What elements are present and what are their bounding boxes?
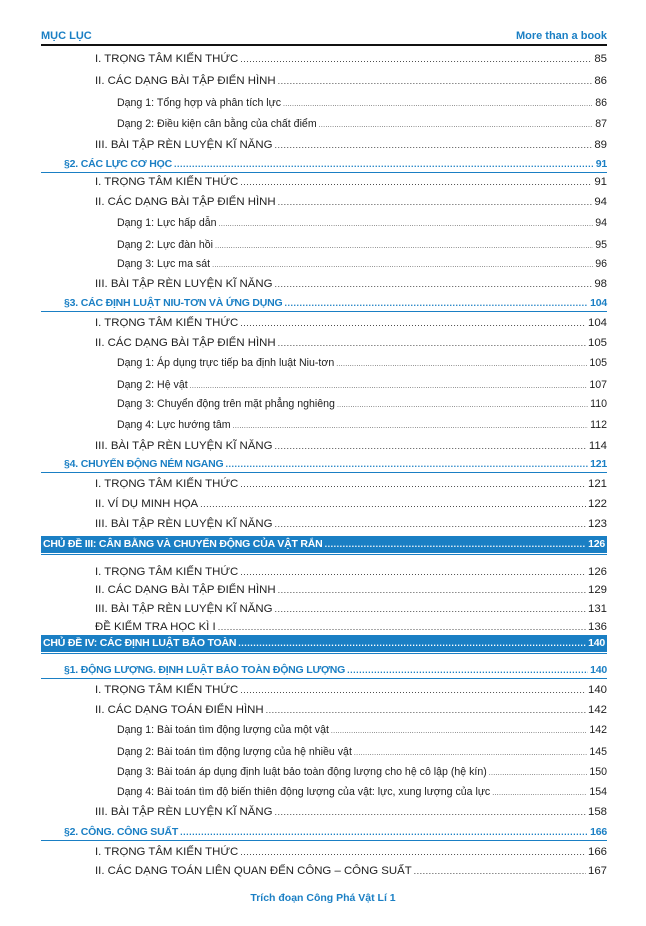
entry-title: I. TRỌNG TÂM KIẾN THỨC	[95, 317, 239, 329]
toc-entry[interactable]	[95, 564, 607, 580]
dot-leader	[240, 564, 586, 580]
page-number: 98	[594, 278, 607, 290]
page-number: 104	[590, 297, 607, 309]
toc-entry[interactable]	[95, 682, 607, 698]
page-number: 158	[587, 806, 607, 818]
page-number: 95	[595, 239, 607, 251]
toc-entry[interactable]	[95, 582, 607, 598]
dot-leader	[414, 863, 586, 879]
entry-title: II. VÍ DỤ MINH HỌA	[95, 498, 199, 510]
dot-leader	[174, 156, 594, 172]
dot-leader	[285, 295, 589, 311]
subtopic-entry[interactable]	[117, 256, 607, 272]
toc-entry[interactable]	[95, 702, 607, 718]
entry-title: §4. CHUYỂN ĐỘNG NÉM NGANG	[64, 458, 224, 470]
page-number: 114	[588, 440, 607, 452]
toc-entry[interactable]	[95, 804, 607, 820]
toc-entry[interactable]	[95, 476, 607, 492]
section-rule	[41, 678, 607, 679]
entry-title: II. CÁC DẠNG BÀI TẬP ĐIỂN HÌNH	[95, 75, 276, 87]
toc-entry[interactable]	[95, 863, 607, 879]
entry-title: Dạng 1: Bài toán tìm động lượng của một vật	[117, 724, 329, 736]
dot-leader	[240, 476, 586, 492]
page-number: 121	[587, 478, 607, 490]
toc-entry[interactable]	[95, 73, 607, 89]
page-number: 126	[588, 538, 605, 550]
dot-leader	[240, 844, 586, 860]
entry-title: Dạng 2: Điều kiện cân bằng của chất điểm	[117, 118, 317, 130]
dot-leader	[238, 635, 586, 652]
section-entry[interactable]	[64, 156, 607, 172]
dot-leader	[180, 824, 588, 840]
entry-title: I. TRỌNG TÂM KIẾN THỨC	[95, 684, 239, 696]
chapter-rule	[41, 653, 607, 654]
page-number: 104	[587, 317, 607, 329]
page-number: 140	[587, 684, 607, 696]
toc-entry[interactable]	[95, 315, 607, 331]
toc-entry[interactable]	[95, 174, 607, 190]
toc-entry[interactable]	[95, 51, 607, 67]
page-number: 94	[595, 217, 607, 229]
toc-entry[interactable]	[95, 137, 607, 153]
page-number: 145	[589, 746, 607, 758]
page-number: 142	[589, 724, 607, 736]
page-number: 126	[587, 566, 607, 578]
page-number: 105	[589, 357, 607, 369]
page-number: 86	[594, 75, 607, 87]
entry-title: Dạng 3: Lực ma sát	[117, 258, 211, 270]
page-number: 85	[594, 53, 607, 65]
subtopic-entry[interactable]	[117, 744, 607, 760]
dot-leader	[274, 137, 592, 153]
page-number: 140	[590, 664, 607, 676]
dot-leader	[240, 51, 592, 67]
dot-leader	[226, 456, 589, 472]
entry-title: III. BÀI TẬP RÈN LUYỆN KĨ NĂNG	[95, 806, 273, 818]
subtopic-entry[interactable]	[117, 396, 607, 412]
toc-entry[interactable]	[95, 601, 607, 617]
entry-title: Dạng 3: Chuyển động trên mặt phẳng nghiêng	[117, 398, 335, 410]
subtopic-entry[interactable]	[117, 95, 607, 111]
dot-leader	[240, 174, 592, 190]
entry-title: III. BÀI TẬP RÈN LUYỆN KĨ NĂNG	[95, 518, 273, 530]
subtopic-entry[interactable]	[117, 215, 607, 231]
dot-leader	[274, 601, 586, 617]
page-number: 96	[595, 258, 607, 270]
page-number: 87	[595, 118, 607, 130]
dot-leader	[278, 335, 586, 351]
entry-title: III. BÀI TẬP RÈN LUYỆN KĨ NĂNG	[95, 603, 273, 615]
page-number: 94	[594, 196, 607, 208]
dot-leader	[347, 662, 588, 678]
chapter-banner[interactable]	[41, 536, 607, 553]
page-number: 150	[589, 766, 607, 778]
toc-entry[interactable]	[95, 194, 607, 210]
page-number: 123	[587, 518, 607, 530]
entry-title: III. BÀI TẬP RÈN LUYỆN KĨ NĂNG	[95, 278, 273, 290]
toc-entry[interactable]	[95, 276, 607, 292]
subtopic-entry[interactable]	[117, 355, 607, 371]
page-number: 105	[587, 337, 607, 349]
dot-leader	[492, 786, 587, 802]
page-number: 112	[590, 419, 607, 431]
chapter-title: CHỦ ĐỀ III: CÂN BẰNG VÀ CHUYỂN ĐỘNG CỦA VẬT RẮN	[43, 538, 323, 550]
dot-leader	[212, 258, 593, 274]
dot-leader	[233, 419, 589, 435]
dot-leader	[283, 97, 593, 113]
section-entry[interactable]	[64, 456, 607, 472]
dot-leader	[337, 398, 588, 414]
section-rule	[41, 172, 607, 173]
entry-title: Dạng 2: Hệ vật	[117, 379, 188, 391]
entry-title: §2. CÁC LỰC CƠ HỌC	[64, 158, 172, 170]
toc-entry[interactable]	[95, 496, 607, 512]
dot-leader	[190, 379, 588, 395]
page-number: 121	[590, 458, 607, 470]
dot-leader	[266, 702, 586, 718]
dot-leader	[219, 217, 594, 233]
dot-leader	[240, 682, 586, 698]
page-number: 89	[594, 139, 607, 151]
section-entry[interactable]	[64, 824, 607, 840]
subtopic-entry[interactable]	[117, 764, 607, 780]
toc-entry[interactable]	[95, 516, 607, 532]
page-number: 91	[594, 176, 607, 188]
chapter-rule	[41, 554, 607, 555]
dot-leader	[278, 582, 586, 598]
subtopic-entry[interactable]	[117, 722, 607, 738]
dot-leader	[274, 438, 586, 454]
dot-leader	[274, 516, 586, 532]
dot-leader	[278, 73, 593, 89]
subtopic-entry[interactable]	[117, 417, 607, 433]
toc-entry[interactable]	[95, 619, 607, 635]
entry-title: II. CÁC DẠNG BÀI TẬP ĐIỂN HÌNH	[95, 337, 276, 349]
entry-title: Dạng 4: Bài toán tìm độ biến thiên động lượng của vật: lực, xung lượng của lực	[117, 786, 491, 798]
entry-title: II. CÁC DẠNG BÀI TẬP ĐIỂN HÌNH	[95, 584, 276, 596]
page-number: 110	[590, 398, 607, 410]
page-number: 142	[587, 704, 607, 716]
dot-leader	[274, 276, 592, 292]
page-number: 166	[590, 826, 607, 838]
entry-title: II. CÁC DẠNG BÀI TẬP ĐIỂN HÌNH	[95, 196, 276, 208]
dot-leader	[336, 357, 587, 373]
entry-title: Dạng 1: Tổng hợp và phân tích lực	[117, 97, 282, 109]
dot-leader	[319, 118, 594, 134]
page-footer: Trích đoạn Công Phá Vật Lí 1	[250, 892, 396, 904]
chapter-banner[interactable]	[41, 635, 607, 652]
entry-title: §2. CÔNG. CÔNG SUẤT	[64, 826, 179, 838]
dot-leader	[354, 746, 587, 762]
entry-title: I. TRỌNG TÂM KIẾN THỨC	[95, 176, 239, 188]
section-rule	[41, 472, 607, 473]
entry-title: III. BÀI TẬP RÈN LUYỆN KĨ NĂNG	[95, 139, 273, 151]
subtopic-entry[interactable]	[117, 116, 607, 132]
entry-title: Dạng 4: Lực hướng tâm	[117, 419, 231, 431]
toc-entry[interactable]	[95, 844, 607, 860]
page-number: 154	[589, 786, 607, 798]
entry-title: Dạng 1: Áp dụng trực tiếp ba định luật Niu-tơn	[117, 357, 335, 369]
section-entry[interactable]	[64, 662, 607, 678]
page-number: 86	[595, 97, 607, 109]
entry-title: §1. ĐỘNG LƯỢNG. ĐỊNH LUẬT BẢO TOÀN ĐỘNG LƯỢNG	[64, 664, 346, 676]
dot-leader	[215, 239, 593, 255]
section-entry[interactable]	[64, 295, 607, 311]
page-number: 166	[587, 846, 607, 858]
subtopic-entry[interactable]	[117, 784, 607, 800]
entry-title: §3. CÁC ĐỊNH LUẬT NIU-TƠN VÀ ỨNG DỤNG	[64, 297, 283, 309]
entry-title: I. TRỌNG TÂM KIẾN THỨC	[95, 478, 239, 490]
header-tagline: More than a book	[515, 30, 607, 42]
dot-leader	[274, 804, 586, 820]
page-number: 167	[587, 865, 607, 877]
section-rule	[41, 840, 607, 841]
page-number: 140	[588, 637, 605, 649]
subtopic-entry[interactable]	[117, 237, 607, 253]
header-title: MỤC LỤC	[41, 30, 92, 42]
entry-title: III. BÀI TẬP RÈN LUYỆN KĨ NĂNG	[95, 440, 273, 452]
entry-title: Dạng 2: Bài toán tìm động lượng của hệ nhiều vật	[117, 746, 352, 758]
toc-entry[interactable]	[95, 438, 607, 454]
entry-title: I. TRỌNG TÂM KIẾN THỨC	[95, 846, 239, 858]
entry-title: II. CÁC DẠNG TOÁN ĐIỂN HÌNH	[95, 704, 264, 716]
entry-title: Dạng 1: Lực hấp dẫn	[117, 217, 217, 229]
page-number: 91	[595, 158, 607, 170]
page-number: 129	[587, 584, 607, 596]
dot-leader	[200, 496, 586, 512]
page-number: 107	[589, 379, 607, 391]
dot-leader	[331, 724, 587, 740]
page-number: 136	[587, 621, 607, 633]
header-rule	[41, 44, 607, 46]
entry-title: ĐỀ KIỂM TRA HỌC KÌ I	[95, 621, 216, 633]
toc-entry[interactable]	[95, 335, 607, 351]
section-rule	[41, 311, 607, 312]
entry-title: Dạng 2: Lực đàn hồi	[117, 239, 214, 251]
entry-title: Dạng 3: Bài toán áp dụng định luật bảo toàn động lượng cho hệ cô lập (hệ kín)	[117, 766, 487, 778]
subtopic-entry[interactable]	[117, 377, 607, 393]
dot-leader	[218, 619, 586, 635]
entry-title: I. TRỌNG TÂM KIẾN THỨC	[95, 53, 239, 65]
page-number: 122	[587, 498, 607, 510]
dot-leader	[240, 315, 586, 331]
page-number: 131	[587, 603, 607, 615]
dot-leader	[489, 766, 588, 782]
entry-title: I. TRỌNG TÂM KIẾN THỨC	[95, 566, 239, 578]
chapter-title: CHỦ ĐỀ IV: CÁC ĐỊNH LUẬT BẢO TOÀN	[43, 637, 237, 649]
dot-leader	[278, 194, 593, 210]
dot-leader	[325, 536, 587, 553]
entry-title: II. CÁC DẠNG TOÁN LIÊN QUAN ĐẾN CÔNG – CÔNG SUẤT	[95, 865, 412, 877]
